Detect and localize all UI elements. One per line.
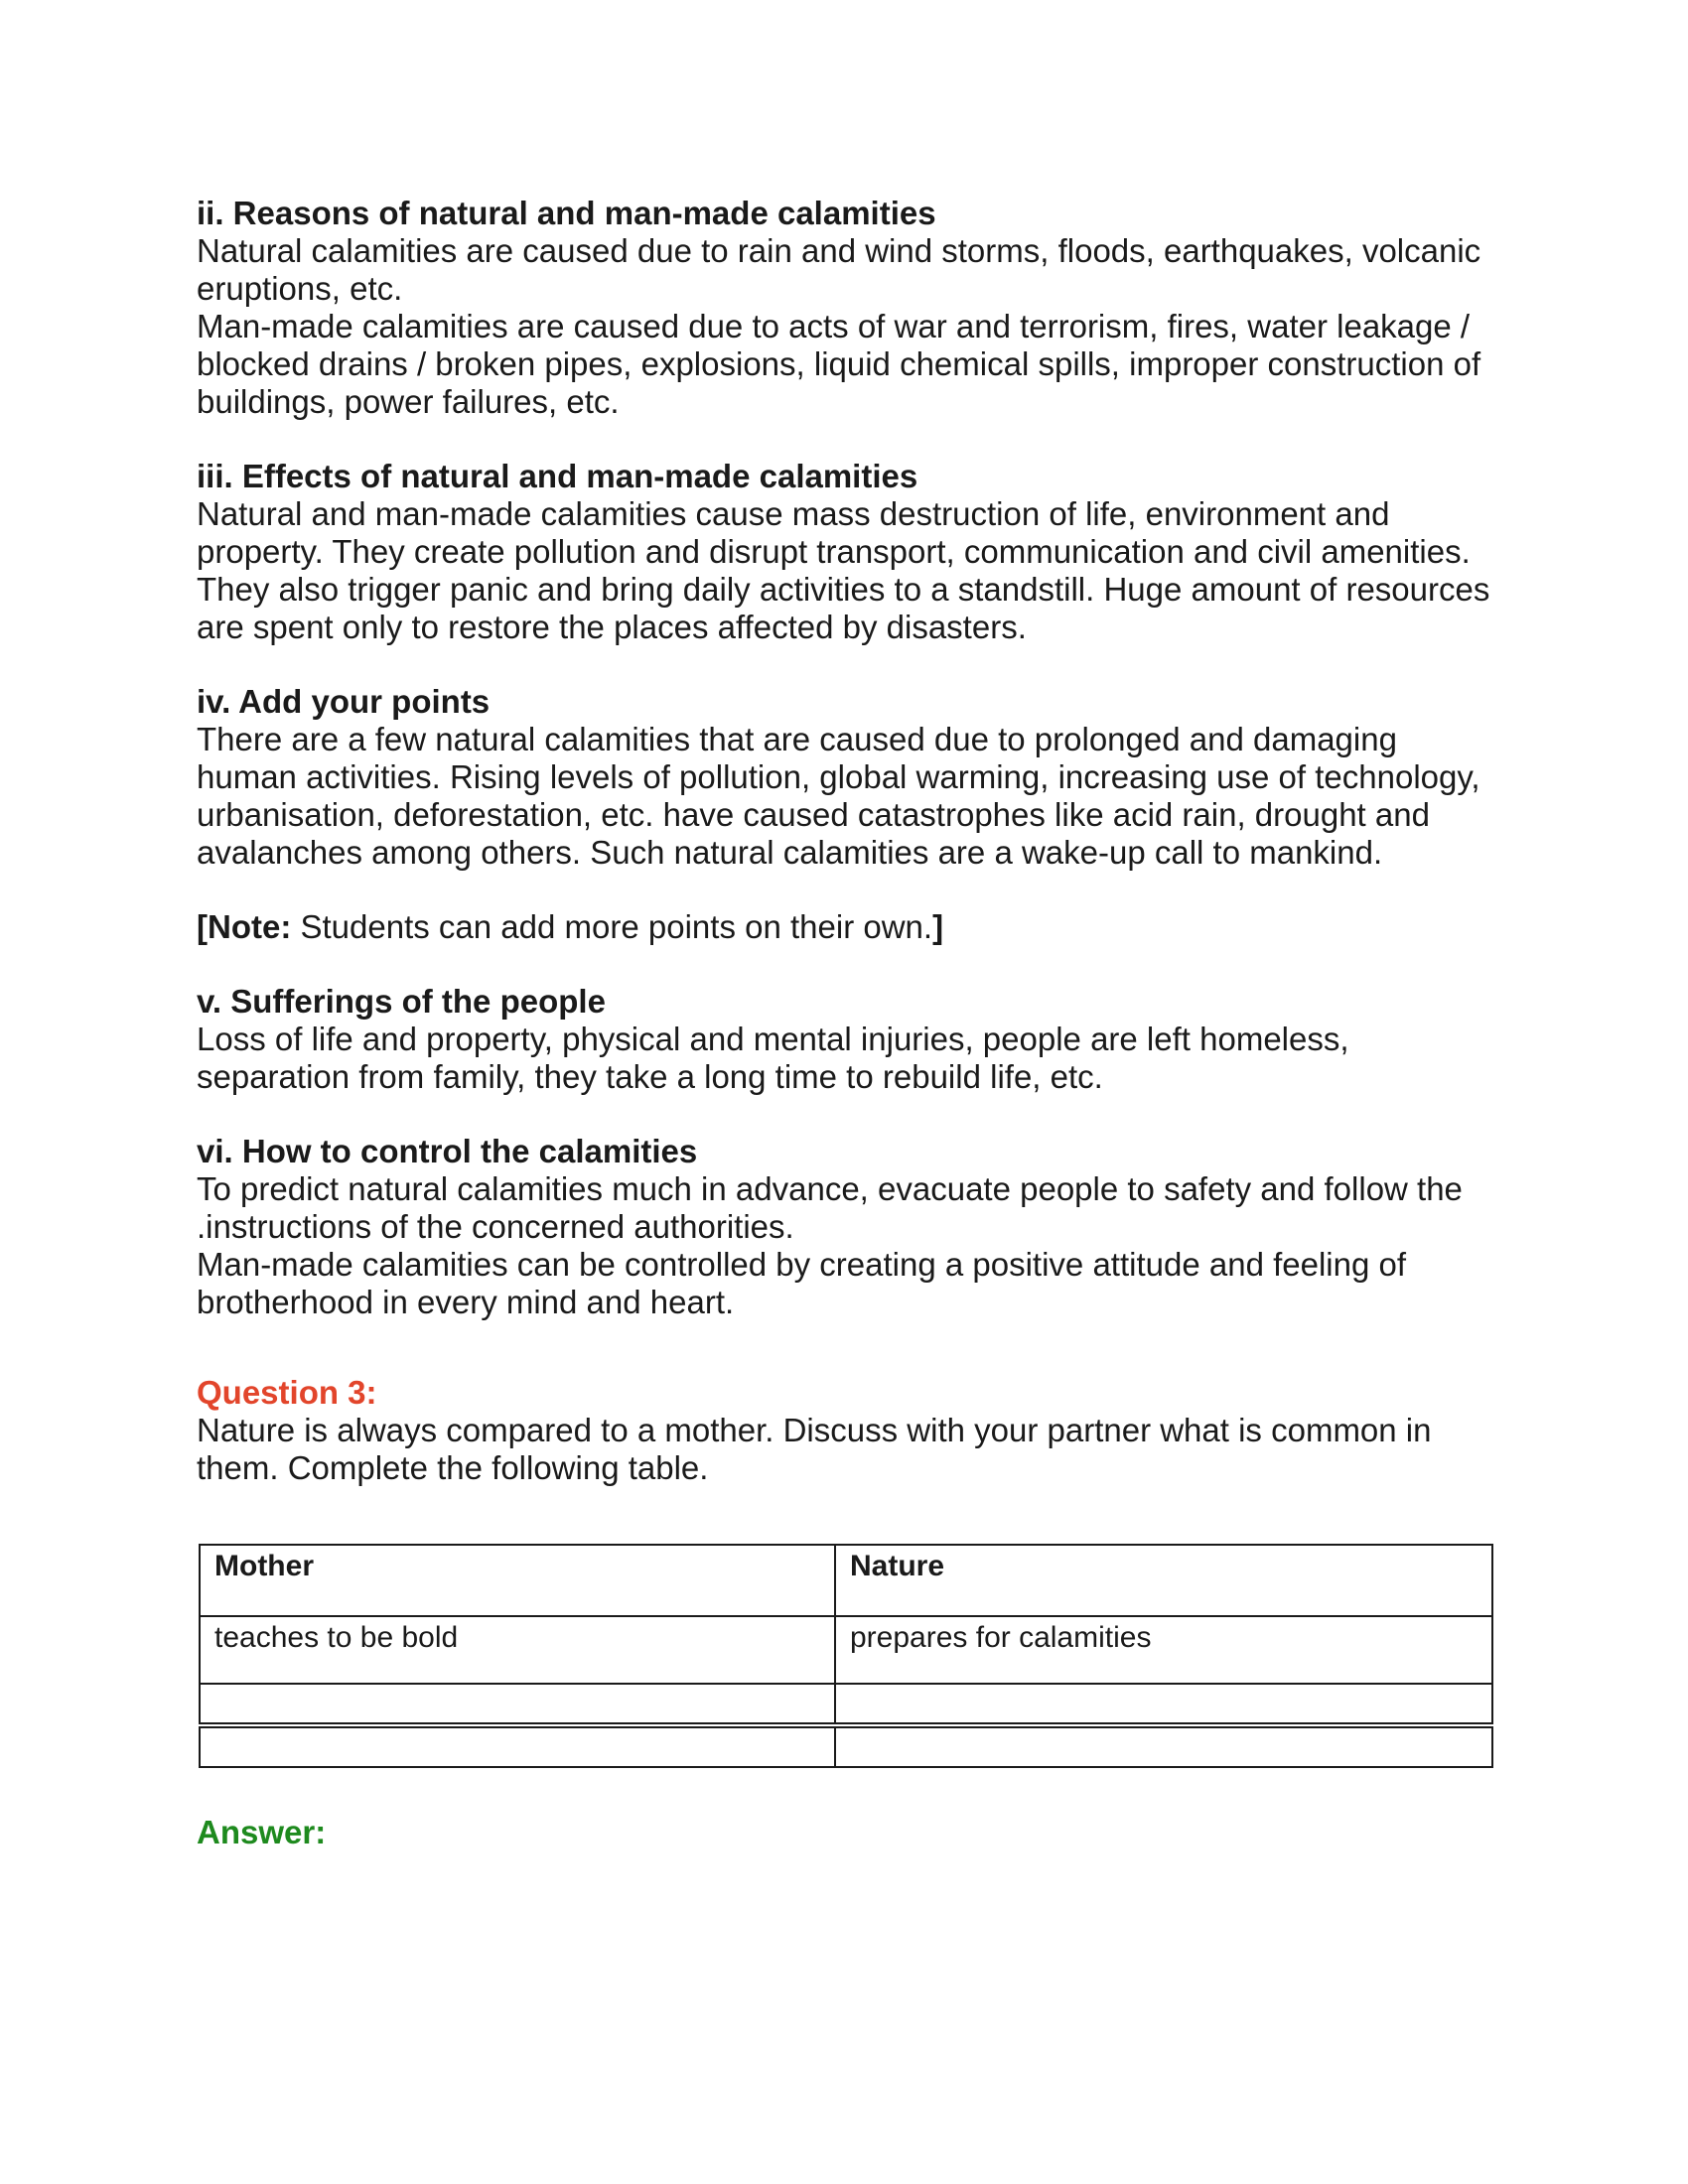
- section-effects: [197, 458, 1497, 646]
- section-paragraph: Man-made calamities are caused due to acts of war and terrorism, fires, water leakage / blocked drains / broken pipes, explosions, liquid chemical spills, improper construction of buildings, power failures, etc.: [197, 308, 1481, 420]
- question-text: Nature is always compared to a mother. Discuss with your partner what is common in them. Complete the following table.: [197, 1412, 1432, 1486]
- table-header-row: [200, 1545, 1492, 1616]
- note-text: Students can add more points on their own.: [291, 908, 933, 945]
- table-row: [200, 1616, 1492, 1684]
- table-cell: [835, 1684, 1492, 1725]
- section-paragraph: Natural calamities are caused due to rain and wind storms, floods, earthquakes, volcanic eruptions, etc.: [197, 232, 1481, 307]
- section-paragraph: There are a few natural calamities that are caused due to prolonged and damaging human activities. Rising levels of pollution, global warming, increasing use of technology, urbanisation, deforestation, etc. have caused catastrophes like acid rain, drought and avalanches among others. Such natural calamities are a wake-up call to mankind.: [197, 721, 1480, 871]
- mother-nature-table: [199, 1544, 1493, 1768]
- document-page: [197, 195, 1497, 1851]
- answer-label: Answer:: [197, 1814, 327, 1850]
- section-heading: iv. Add your points: [197, 683, 491, 720]
- table-header-cell: Nature: [835, 1545, 1492, 1616]
- section-paragraph: Man-made calamities can be controlled by creating a positive attitude and feeling of brotherhood in every mind and heart.: [197, 1246, 1407, 1320]
- table-cell: [200, 1725, 835, 1767]
- section-heading: vi. How to control the calamities: [197, 1133, 698, 1169]
- note: [197, 908, 1497, 946]
- section-heading: ii. Reasons of natural and man-made calamities: [197, 195, 936, 231]
- section-heading: iii. Effects of natural and man-made calamities: [197, 458, 918, 494]
- note-open-bracket: [: [197, 908, 208, 945]
- table-header-cell: Mother: [200, 1545, 835, 1616]
- note-close-bracket: ]: [932, 908, 944, 945]
- note-label: Note:: [208, 908, 292, 945]
- section-reasons: [197, 195, 1497, 421]
- table-row: [200, 1725, 1492, 1767]
- table-cell: [835, 1725, 1492, 1767]
- section-sufferings: [197, 983, 1497, 1096]
- section-paragraph: To predict natural calamities much in advance, evacuate people to safety and follow the .instructions of the concerned authorities.: [197, 1170, 1463, 1245]
- table-cell: [200, 1684, 835, 1725]
- section-paragraph: Loss of life and property, physical and mental injuries, people are left homeless, separation from family, they take a long time to rebuild life, etc.: [197, 1021, 1349, 1095]
- section-control: [197, 1133, 1497, 1321]
- table-cell: prepares for calamities: [835, 1616, 1492, 1684]
- section-heading: v. Sufferings of the people: [197, 983, 606, 1020]
- section-paragraph: Natural and man-made calamities cause mass destruction of life, environment and property. They create pollution and disrupt transport, communication and civil amenities. They also trigger panic and bring daily activities to a standstill. Huge amount of resources are spent only to restore the places affected by disasters.: [197, 495, 1490, 645]
- table-cell: teaches to be bold: [200, 1616, 835, 1684]
- table-row: [200, 1684, 1492, 1725]
- question-label: Question 3:: [197, 1374, 377, 1411]
- section-add-points: [197, 683, 1497, 872]
